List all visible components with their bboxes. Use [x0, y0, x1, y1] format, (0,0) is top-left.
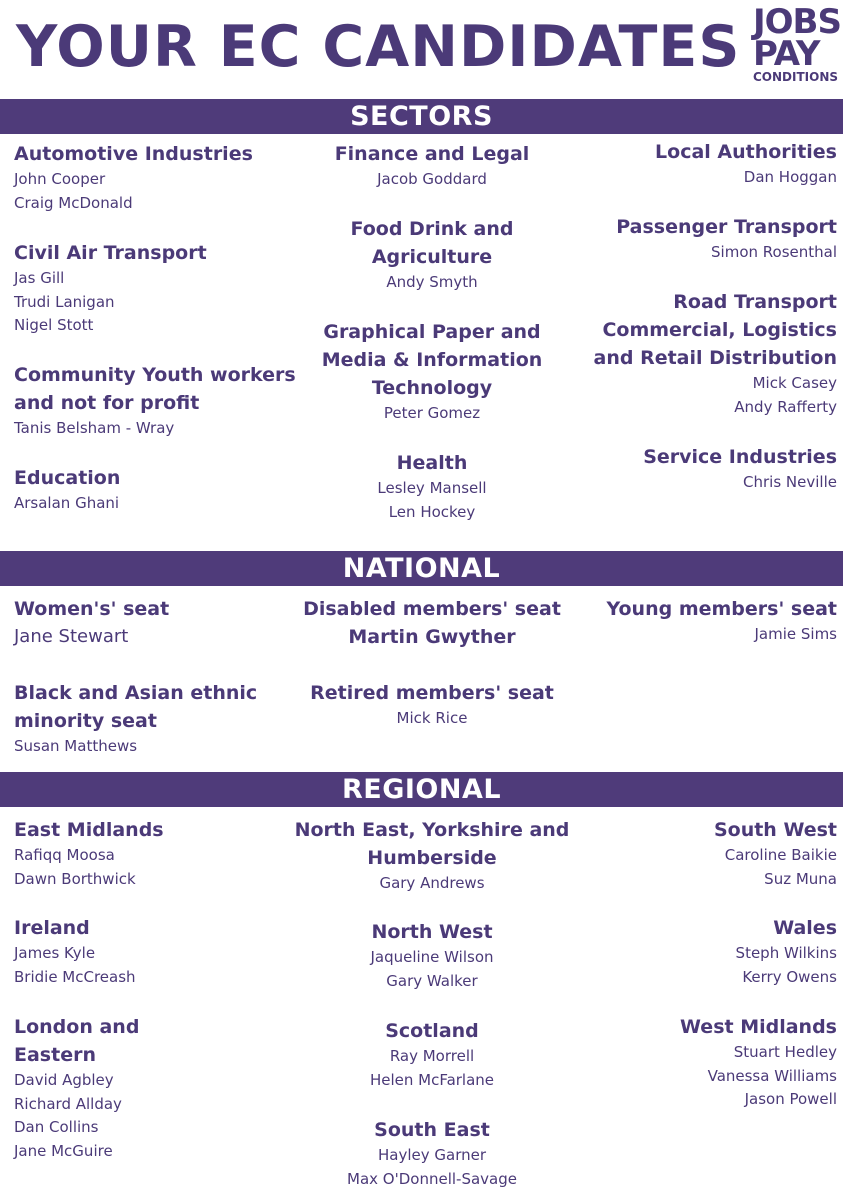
- sector-heading: Automotive Industries: [14, 143, 253, 165]
- region-south-east: [282, 1116, 582, 1191]
- candidate-name: Dan Hoggan: [743, 168, 837, 186]
- region-heading: Wales: [773, 917, 837, 939]
- seat-heading: Women's' seat: [14, 598, 170, 620]
- seat-heading: Retired members' seat: [310, 682, 554, 704]
- candidate-name: Chris Neville: [743, 473, 837, 491]
- region-west-midlands: [680, 1013, 837, 1112]
- seat-heading: Black and Asian ethnic: [14, 682, 258, 704]
- candidate-name: Nigel Stott: [14, 316, 94, 334]
- page-title: YOUR EC CANDIDATES: [16, 14, 741, 80]
- candidate-name: Mick Casey: [752, 374, 837, 392]
- sector-passenger: [616, 213, 837, 265]
- candidate-name: Caroline Baikie: [724, 846, 837, 864]
- candidate-name: Max O'Donnell-Savage: [347, 1169, 517, 1188]
- candidate-name: John Cooper: [14, 170, 106, 188]
- section-banner-national: NATIONAL: [0, 551, 843, 586]
- candidate-name: Bridie McCreash: [14, 967, 136, 986]
- candidate-name: James Kyle: [14, 944, 96, 962]
- region-heading: East Midlands: [14, 819, 164, 841]
- sector-civil-air: [14, 239, 207, 338]
- candidate-name: Dawn Borthwick: [14, 869, 136, 888]
- region-heading: North East, Yorkshire and: [294, 819, 570, 841]
- candidate-name: David Agbley: [14, 1071, 114, 1089]
- candidate-name: Jane Stewart: [14, 626, 129, 647]
- sector-heading: Finance and Legal: [334, 143, 530, 165]
- national-womens: [14, 595, 169, 651]
- national-retired: [292, 679, 572, 731]
- logo-line-jobs: JOBS: [753, 2, 841, 42]
- sector-service: [643, 443, 837, 495]
- candidate-name: Kerry Owens: [742, 967, 837, 986]
- sector-heading: Health: [396, 452, 468, 474]
- sector-heading: Graphical Paper and: [323, 321, 541, 343]
- national-disabled: [292, 595, 572, 651]
- candidate-name: Arsalan Ghani: [14, 494, 120, 512]
- national-young: [606, 595, 837, 647]
- candidate-name: Tanis Belsham - Wray: [14, 419, 175, 437]
- candidate-name: Richard Allday: [14, 1094, 122, 1113]
- sector-graphical: [292, 318, 572, 426]
- candidate-name: Jacob Goddard: [377, 170, 487, 188]
- sector-finance: [292, 140, 572, 192]
- candidate-name: Trudi Lanigan: [14, 292, 115, 311]
- candidate-name: Jane McGuire: [14, 1141, 113, 1160]
- candidate-name: Steph Wilkins: [735, 944, 837, 962]
- logo: [753, 2, 843, 84]
- sector-heading: Technology: [371, 377, 493, 399]
- sector-health: [292, 449, 572, 524]
- seat-heading: Disabled members' seat: [303, 598, 561, 620]
- sector-heading: Community Youth workers: [14, 364, 296, 386]
- region-north-west: [282, 918, 582, 993]
- sector-heading: Local Authorities: [655, 141, 837, 163]
- candidate-name: Jason Powell: [744, 1090, 837, 1108]
- region-north-east: [282, 816, 582, 896]
- section-banner-regional: REGIONAL: [0, 772, 843, 807]
- candidate-name: Andy Rafferty: [734, 397, 837, 416]
- national-bame: [14, 679, 257, 759]
- candidate-name: Dan Collins: [14, 1118, 99, 1136]
- seat-heading: minority seat: [14, 710, 157, 732]
- sector-heading: Food Drink and: [350, 218, 514, 240]
- candidate-name: Rafiqq Moosa: [14, 846, 115, 864]
- region-heading: London and: [14, 1016, 140, 1038]
- region-heading: South East: [374, 1119, 490, 1141]
- candidate-name: Martin Gwyther: [348, 626, 516, 648]
- region-london-eastern: [14, 1013, 139, 1163]
- sector-heading: Road Transport: [673, 291, 837, 313]
- sector-local: [655, 138, 837, 190]
- candidate-name: Peter Gomez: [383, 404, 481, 422]
- sector-heading: Service Industries: [643, 446, 837, 468]
- sector-heading: Agriculture: [371, 246, 493, 268]
- region-heading: West Midlands: [680, 1016, 837, 1038]
- region-heading: North West: [371, 921, 493, 943]
- region-heading: Scotland: [385, 1020, 479, 1042]
- candidate-name: Ray Morrell: [389, 1047, 475, 1065]
- region-scotland: [282, 1017, 582, 1092]
- candidate-name: Lesley Mansell: [377, 479, 487, 497]
- candidate-name: Susan Matthews: [14, 737, 138, 755]
- region-ireland: [14, 914, 136, 989]
- candidate-name: Mick Rice: [396, 709, 468, 727]
- logo-line-pay: PAY: [753, 34, 820, 74]
- candidate-name: Andy Smyth: [386, 273, 478, 291]
- region-wales: [736, 914, 837, 989]
- region-heading: Ireland: [14, 917, 90, 939]
- candidate-name: Gary Andrews: [379, 874, 485, 892]
- sector-heading: Commercial, Logistics: [602, 319, 837, 341]
- candidate-name: Hayley Garner: [377, 1146, 486, 1164]
- region-heading: South West: [713, 819, 837, 841]
- sector-heading: and not for profit: [14, 392, 200, 414]
- region-heading: Humberside: [367, 847, 497, 869]
- logo-line-conditions: CONDITIONS: [753, 70, 839, 84]
- sector-heading: and Retail Distribution: [593, 347, 837, 369]
- candidate-name: Jaqueline Wilson: [370, 948, 494, 966]
- section-banner-sectors: SECTORS: [0, 99, 843, 134]
- region-heading: Eastern: [14, 1044, 96, 1066]
- sector-food: [292, 215, 572, 295]
- region-south-west: [714, 816, 837, 891]
- sector-community: [14, 361, 296, 441]
- candidate-name: Vanessa Williams: [707, 1066, 837, 1085]
- candidate-name: Craig McDonald: [14, 193, 133, 212]
- candidate-name: Helen McFarlane: [369, 1070, 495, 1089]
- sector-heading: Passenger Transport: [616, 216, 837, 238]
- candidate-name: Jamie Sims: [754, 625, 837, 643]
- region-east-midlands: [14, 816, 164, 891]
- sector-road: [594, 288, 837, 419]
- candidate-name: Stuart Hedley: [733, 1043, 837, 1061]
- seat-heading: Young members' seat: [606, 598, 837, 620]
- candidate-name: Gary Walker: [386, 971, 478, 990]
- candidate-name: Suz Muna: [764, 869, 837, 888]
- sector-heading: Civil Air Transport: [14, 242, 207, 264]
- candidate-name: Simon Rosenthal: [711, 243, 837, 261]
- sector-automotive: [14, 140, 253, 215]
- sector-heading: Education: [14, 467, 121, 489]
- sector-heading: Media & Information: [321, 349, 543, 371]
- candidate-name: Len Hockey: [388, 502, 476, 521]
- candidate-name: Jas Gill: [14, 269, 65, 287]
- sector-education: [14, 464, 120, 516]
